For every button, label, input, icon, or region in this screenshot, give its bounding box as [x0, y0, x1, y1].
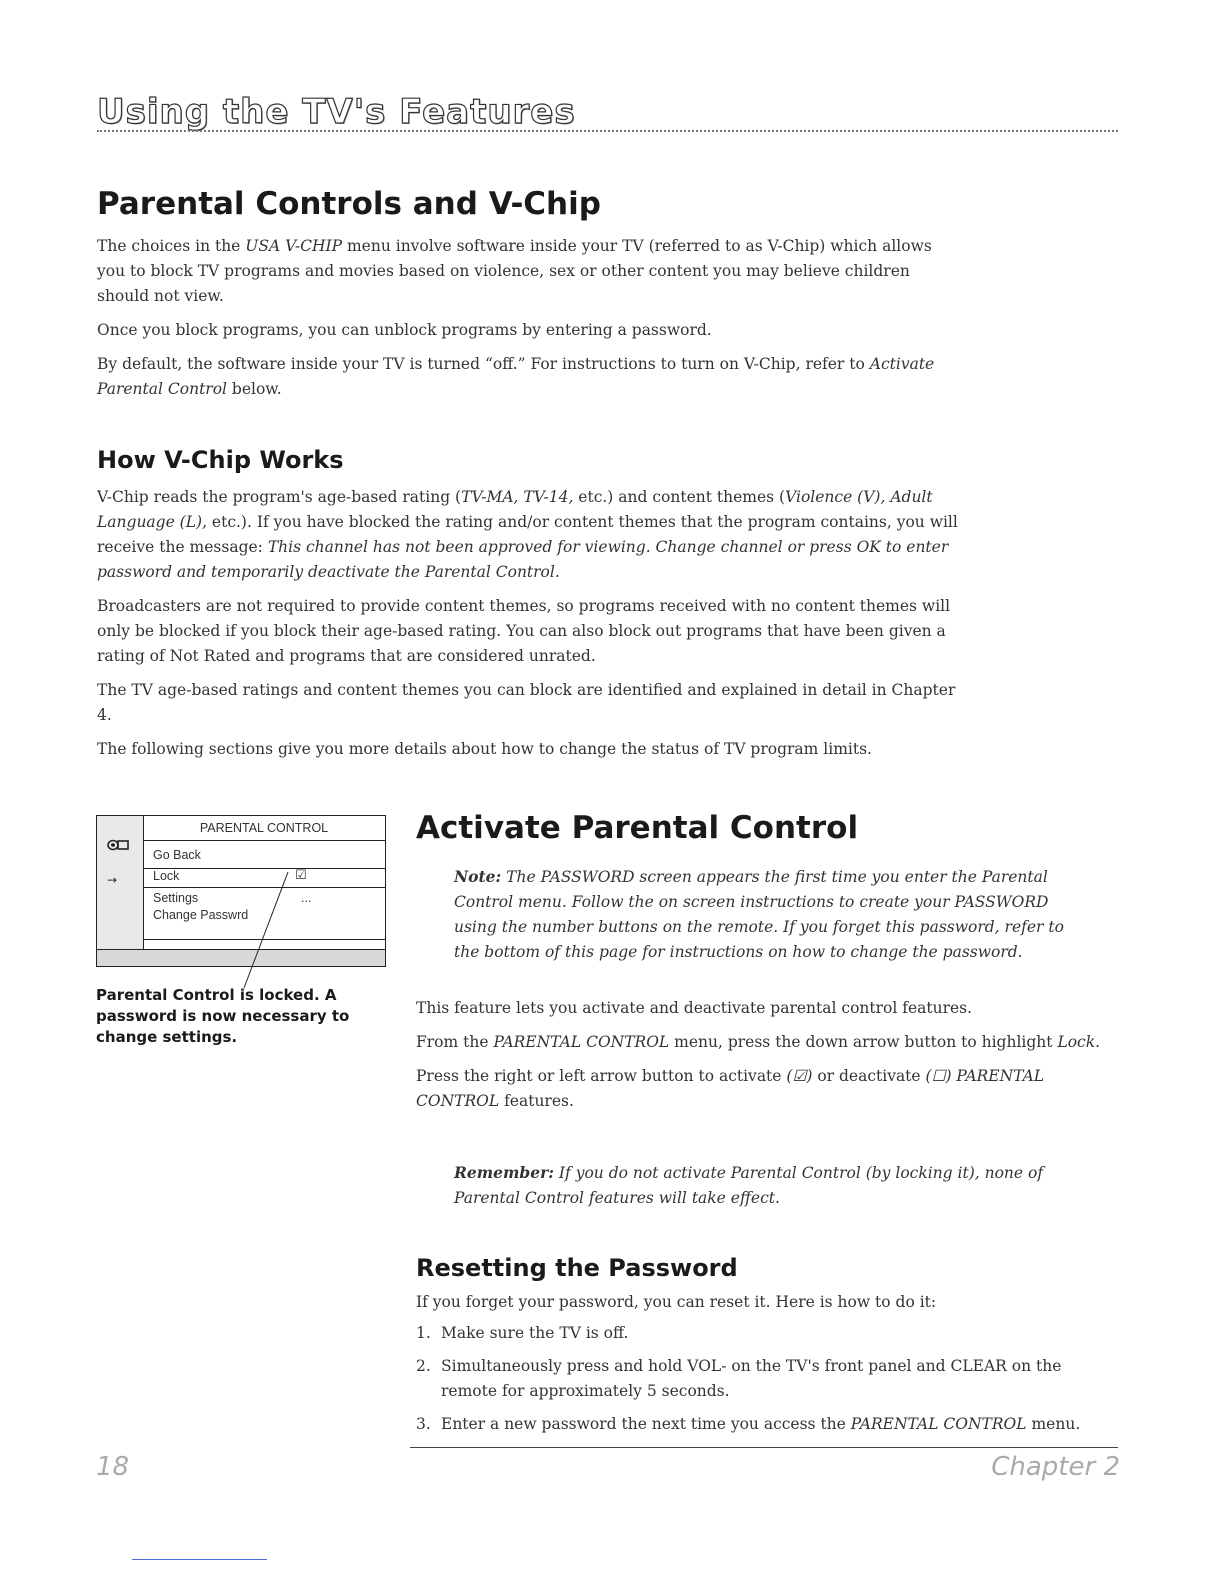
paragraph: By default, the software inside your TV is turned “off.” For instructions to turn on V-Chip, refer to Activate Parental Control below. [97, 355, 935, 398]
footer-rule [410, 1447, 1118, 1448]
remember-text: Remember: If you do not activate Parental Control (by locking it), none of Parental Control features will take effect. [454, 1163, 1044, 1207]
section1-body [97, 234, 957, 402]
menu-item-change-password: Change Passwrd [153, 908, 249, 922]
lock-icon [107, 838, 129, 852]
menu-caption: Parental Control is locked. A password is now necessary to change settings. [96, 986, 350, 1046]
section2-body [97, 485, 967, 762]
callout-line [230, 860, 300, 990]
list-item: 2. Simultaneously press and hold VOL- on the TV's front panel and CLEAR on the remote for approximately 5 seconds. [416, 1357, 1062, 1400]
menu-ellipsis: ... [301, 891, 312, 905]
note-box [454, 864, 1094, 965]
section-title-resetting-password: Resetting the Password [416, 1254, 738, 1282]
header-rule [97, 130, 1118, 132]
note-text: Note: The PASSWORD screen appears the first time you enter the Parental Control menu. Follow the on screen instructions to create your PASSWORD using the number buttons on the remote. If you forget this password, refer to the bottom of this page for instructions on how to change the password. [454, 867, 1064, 961]
menu-item-settings: Settings ... [153, 891, 312, 905]
section-title-activate-parental-control: Activate Parental Control [416, 810, 859, 846]
selection-arrow-icon: → [107, 873, 118, 887]
section4-body [416, 1290, 1106, 1437]
paragraph: Broadcasters are not required to provide content themes, so programs received with no content themes will only be blocked if you block their age-based rating. You can also block out programs that have been given a rating of Not Rated and programs that are considered unrated. [97, 597, 951, 665]
section-title-parental-controls: Parental Controls and V-Chip [97, 186, 601, 222]
paragraph: Once you block programs, you can unblock programs by entering a password. [97, 321, 712, 339]
paragraph: This feature lets you activate and deactivate parental control features. [416, 999, 973, 1017]
section3-body [416, 996, 1106, 1114]
paragraph: The following sections give you more details about how to change the status of TV program limits. [97, 740, 872, 758]
decorative-line [132, 1559, 267, 1560]
paragraph: From the PARENTAL CONTROL menu, press the down arrow button to highlight Lock. [416, 1033, 1101, 1051]
paragraph: The choices in the USA V-CHIP menu involve software inside your TV (referred to as V-Chip) which allows you to block TV programs and movies based on violence, sex or other content you may believe children should not view. [97, 237, 932, 305]
menu-sidebar [97, 816, 144, 952]
remember-box [454, 1160, 1094, 1211]
paragraph: If you forget your password, you can reset it. Here is how to do it: [416, 1293, 937, 1311]
menu-item-go-back: Go Back [153, 848, 201, 862]
paragraph: V-Chip reads the program's age-based rating (TV-MA, TV-14, etc.) and content themes (Violence (V), Adult Language (L), etc.). If you have blocked the rating and/or content themes that the program contains, you will receive the message: This channel has not been approved for viewing. Change channel or press OK to enter password and temporarily deactivate the Parental Control. [97, 488, 958, 581]
chapter-label: Chapter 2 [991, 1452, 1120, 1482]
paragraph: The TV age-based ratings and content themes you can block are identified and explained in detail in Chapter 4. [97, 681, 956, 724]
menu-title: PARENTAL CONTROL [143, 816, 385, 841]
list-item: 3. Enter a new password the next time you access the PARENTAL CONTROL menu. [416, 1415, 1081, 1433]
section-title-how-vchip-works: How V-Chip Works [97, 446, 344, 474]
paragraph: Press the right or left arrow button to activate (☑) or deactivate (☐) PARENTAL CONTROL features. [416, 1067, 1045, 1110]
page-number: 18 [96, 1452, 130, 1482]
menu-item-lock: Lock ☑ [143, 868, 385, 888]
checkbox-checked-icon: ☑ [295, 868, 307, 883]
list-item: 1. Make sure the TV is off. [416, 1324, 629, 1342]
header-title: Using the TV's Features [97, 92, 576, 132]
